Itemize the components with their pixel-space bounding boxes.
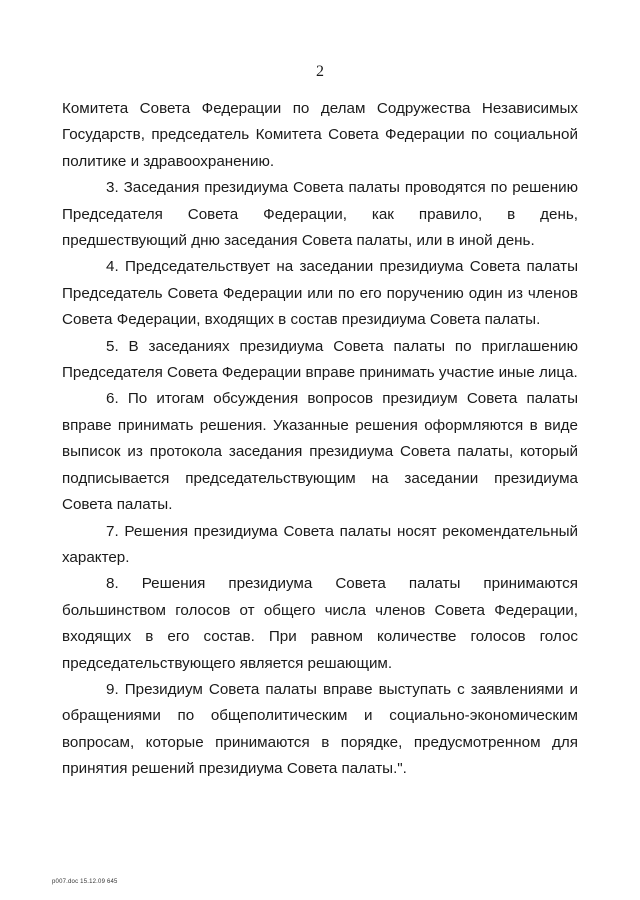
text-line: 3. Заседания президиума Совета палаты проводятся по решению (106, 179, 578, 197)
text-line: 9. Президиум Совета палаты вправе выступать с заявлениями и (106, 680, 578, 698)
text-line: Совета Федерации, входящих в состав президиума Совета палаты. (62, 311, 541, 329)
text-line: принятия решений президиума Совета палаты.". (62, 760, 407, 778)
text-line: предшествующий дню заседания Совета палаты, или в иной день. (62, 232, 535, 250)
paragraph (62, 334, 578, 387)
text-line: политике и здравоохранению. (62, 152, 275, 170)
text-line: обращениями по общеполитическим и социально-экономическим (62, 707, 578, 725)
text-line: Государств, председатель Комитета Совета Федерации по социальной (62, 126, 578, 144)
paragraph (62, 571, 578, 677)
paragraph (62, 519, 578, 572)
text-line: Совета палаты. (62, 496, 173, 514)
paragraph (62, 175, 578, 254)
text-line: выписок из протокола заседания президиума Совета палаты, который (62, 443, 578, 461)
document-footer: p007.doc 15.12.09 645 (52, 879, 118, 885)
text-line: 8. Решения президиума Совета палаты принимаются (106, 575, 578, 593)
paragraph (62, 386, 578, 518)
paragraph (62, 677, 578, 783)
text-line: председательствующего является решающим. (62, 654, 393, 672)
paragraph (62, 254, 578, 333)
document-body (62, 96, 578, 783)
paragraph (62, 96, 578, 175)
text-line: вправе принимать решения. Указанные решения оформляются в виде (62, 416, 578, 434)
text-line: входящих в его состав. При равном количестве голосов голос (62, 628, 578, 646)
text-line: 6. По итогам обсуждения вопросов президиум Совета палаты (106, 390, 578, 408)
text-line: Председатель Совета Федерации или по его поручению один из членов (62, 284, 578, 302)
text-line: Комитета Совета Федерации по делам Содружества Независимых (62, 100, 578, 117)
page-number: 2 (316, 63, 324, 80)
text-line: 5. В заседаниях президиума Совета палаты по приглашению (106, 337, 578, 355)
text-line: большинством голосов от общего числа членов Совета Федерации, (62, 601, 578, 619)
text-line: подписывается председательствующим на заседании президиума (62, 469, 578, 487)
text-line: Председателя Совета Федерации вправе принимать участие иные лица. (62, 364, 578, 382)
text-line: 7. Решения президиума Совета палаты носят рекомендательный (106, 522, 578, 540)
text-line: характер. (62, 548, 130, 566)
text-line: Председателя Совета Федерации, как правило, в день, (62, 205, 578, 223)
text-line: 4. Председательствует на заседании президиума Совета палаты (106, 258, 578, 276)
text-line: вопросам, которые принимаются в порядке, предусмотренном для (62, 733, 578, 751)
